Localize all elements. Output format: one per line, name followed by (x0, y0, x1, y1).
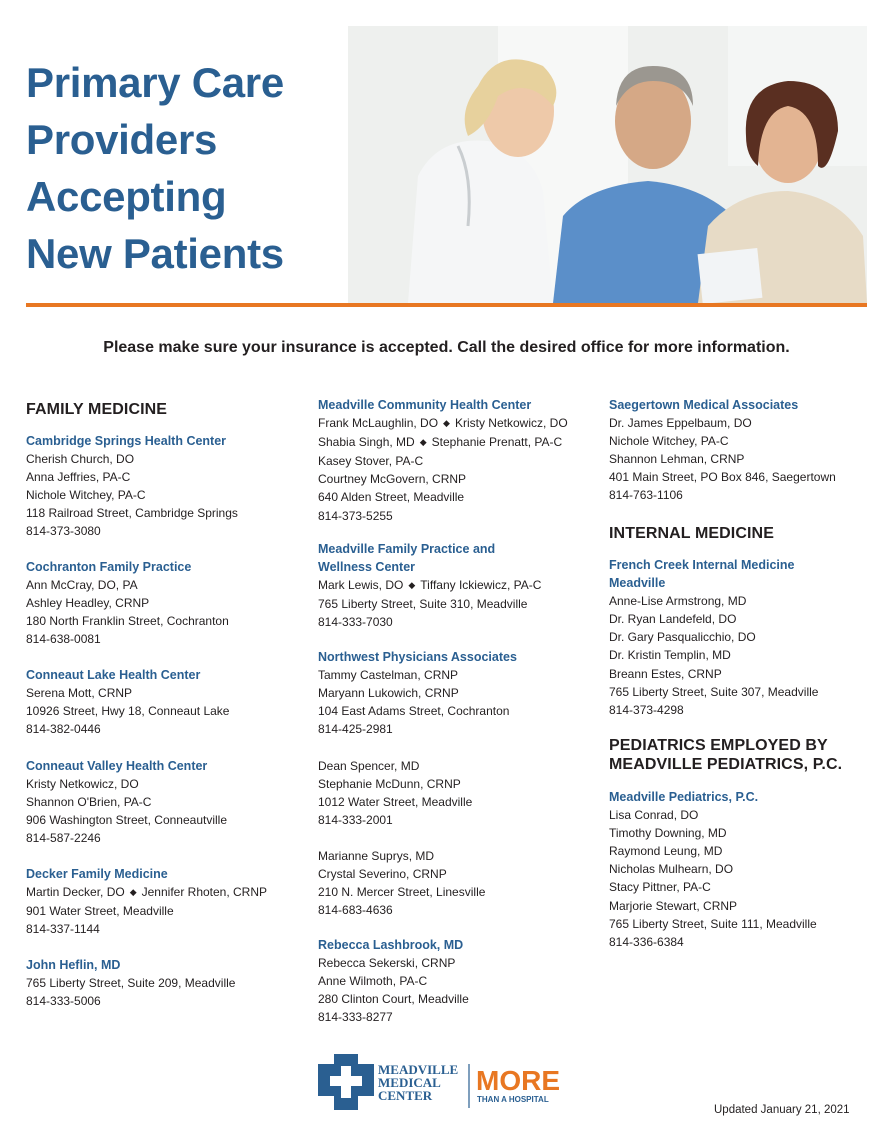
updated-date: Updated January 21, 2021 (714, 1104, 850, 1116)
address: 906 Washington Street, Conneautville (26, 813, 228, 828)
hero-illustration (348, 26, 867, 303)
title-line: Accepting (26, 173, 227, 220)
practice-name: Meadville Community Health Center (318, 398, 532, 412)
practice-name: Conneaut Lake Health Center (26, 668, 201, 682)
practice-conneaut-lake (26, 666, 229, 738)
address: 1012 Water Street, Meadville (318, 795, 473, 810)
provider-line: Shannon Lehman, CRNP (609, 452, 745, 467)
provider: Mark Lewis, DO (318, 578, 404, 593)
practice-name: Meadville Pediatrics, P.C. (609, 790, 759, 804)
phone: 814-373-4298 (609, 702, 684, 717)
diamond-separator-icon: ◆ (443, 418, 450, 429)
practice-lashbrook (318, 936, 469, 1026)
logo-line-2: MEDICAL (378, 1075, 441, 1090)
phone: 814-763-1106 (609, 488, 683, 503)
practice-french-creek (609, 556, 818, 719)
diamond-separator-icon: ◆ (419, 437, 427, 448)
address: 640 Alden Street, Meadville (318, 490, 465, 505)
provider-line: Dr. Kristin Templin, MD (609, 648, 731, 663)
practice-name: Wellness Center (318, 560, 416, 575)
practice-northwest-location-3 (318, 847, 485, 919)
practice-name: Meadville Family Practice and (318, 542, 496, 556)
provider-line: Dean Spencer, MD (318, 759, 420, 773)
practice-name: French Creek Internal Medicine (609, 558, 795, 572)
logo-line-3: CENTER (378, 1088, 433, 1103)
provider: Shabia Singh, MD (318, 435, 415, 450)
practice-saegertown (609, 396, 836, 505)
provider-pair-line (318, 414, 568, 433)
phone: 814-337-1144 (26, 922, 100, 937)
practice-northwest (318, 648, 517, 738)
practice-cambridge (26, 432, 238, 541)
provider-line: Lisa Conrad, DO (609, 808, 699, 823)
provider-line: Kristy Netkowicz, DO (26, 777, 139, 792)
address: 765 Liberty Street, Suite 209, Meadville (26, 976, 236, 991)
practice-name: Conneaut Valley Health Center (26, 759, 208, 773)
provider-line: Anna Jeffries, PA-C (26, 470, 131, 485)
logo-line-1: MEADVILLE (378, 1062, 459, 1077)
address: 104 East Adams Street, Cochranton (318, 704, 510, 719)
diamond-separator-icon: ◆ (129, 887, 137, 898)
title-line: Providers (26, 116, 218, 163)
provider-line: Anne-Lise Armstrong, MD (609, 594, 747, 609)
provider-line: Stephanie McDunn, CRNP (318, 777, 461, 792)
phone: 814-425-2981 (318, 722, 393, 737)
page-title (26, 54, 356, 282)
logo-tagline-small: THAN A HOSPITAL (477, 1095, 549, 1104)
provider: Jennifer Rhoten, CRNP (141, 885, 268, 900)
provider-line: Courtney McGovern, CRNP (318, 472, 467, 487)
provider-line: Maryann Lukowich, CRNP (318, 686, 459, 701)
provider-line: Kasey Stover, PA-C (318, 454, 424, 469)
provider: Kristy Netkowicz, DO (454, 416, 568, 431)
phone: 814-333-7030 (318, 615, 393, 630)
phone: 814-683-4636 (318, 903, 393, 918)
provider-line: Nicholas Mulhearn, DO (609, 862, 734, 877)
address: 10926 Street, Hwy 18, Conneaut Lake (26, 704, 230, 719)
title-line: New Patients (26, 230, 284, 277)
provider-line: Crystal Severino, CRNP (318, 867, 447, 882)
section-heading-line: MEADVILLE PEDIATRICS, P.C. (609, 756, 843, 773)
address: 765 Liberty Street, Suite 307, Meadville (609, 684, 819, 699)
cross-icon (318, 1054, 374, 1110)
provider-line: Ashley Headley, CRNP (26, 596, 150, 611)
provider-line: Nichole Witchey, PA-C (609, 434, 729, 449)
logo-tagline-big: MORE (476, 1065, 560, 1096)
provider-line: Timothy Downing, MD (609, 826, 727, 841)
phone: 814-587-2246 (26, 831, 101, 846)
phone: 814-333-2001 (318, 813, 393, 828)
section-heading-pediatrics (609, 736, 842, 774)
address: 765 Liberty Street, Suite 310, Meadville (318, 597, 528, 612)
practice-name: Meadville (609, 576, 666, 591)
provider-line: Anne Wilmoth, PA-C (318, 974, 428, 989)
instructions: Please make sure your insurance is accepted. Call the desired office for more information. (103, 339, 790, 356)
address: 280 Clinton Court, Meadville (318, 992, 469, 1007)
phone: 814-373-3080 (26, 524, 101, 539)
provider-line: Nichole Witchey, PA-C (26, 488, 146, 503)
hero-photo (348, 26, 867, 303)
section-heading-line: PEDIATRICS EMPLOYED BY (609, 737, 828, 754)
phone: 814-373-5255 (318, 508, 393, 523)
provider: Frank McLaughlin, DO (318, 416, 439, 431)
address: 210 N. Mercer Street, Linesville (318, 885, 486, 900)
practice-name: Cambridge Springs Health Center (26, 434, 227, 448)
provider-line: Cherish Church, DO (26, 452, 135, 467)
practice-heflin (26, 956, 235, 1010)
phone: 814-336-6384 (609, 934, 684, 949)
practice-pediatrics (609, 788, 817, 951)
provider: Martin Decker, DO (26, 885, 125, 900)
provider-line: Marjorie Stewart, CRNP (609, 898, 738, 913)
provider-pair-line (318, 433, 568, 452)
practice-name: Saegertown Medical Associates (609, 398, 799, 412)
provider-line: Breann Estes, CRNP (609, 666, 722, 681)
section-heading-internal-medicine: INTERNAL MEDICINE (609, 525, 774, 542)
diamond-separator-icon: ◆ (408, 580, 416, 591)
provider-line: Dr. Gary Pasqualicchio, DO (609, 630, 756, 645)
provider-line: Ann McCray, DO, PA (26, 578, 138, 593)
provider: Stephanie Prenatt, PA-C (431, 435, 563, 450)
phone: 814-638-0081 (26, 632, 101, 647)
practice-conneaut-valley (26, 757, 227, 847)
provider: Tiffany Ickiewicz, PA-C (420, 578, 542, 593)
address: 401 Main Street, PO Box 846, Saegertown (609, 470, 836, 485)
practice-name: Cochranton Family Practice (26, 560, 192, 574)
provider-line: Marianne Suprys, MD (318, 849, 435, 863)
provider-line: Rebecca Sekerski, CRNP (318, 956, 456, 971)
phone: 814-333-5006 (26, 994, 101, 1009)
section-heading-family-medicine: FAMILY MEDICINE (26, 401, 168, 418)
provider-line: Dr. Ryan Landefeld, DO (609, 612, 737, 627)
practice-cochranton (26, 558, 229, 648)
accent-rule (26, 303, 867, 307)
title-line: Primary Care (26, 59, 284, 106)
practice-community (318, 396, 568, 525)
practice-name: Decker Family Medicine (26, 867, 168, 881)
practice-name: Northwest Physicians Associates (318, 650, 517, 664)
practice-family-wellness (318, 540, 541, 631)
address: 901 Water Street, Meadville (26, 904, 174, 919)
provider-pair-line (318, 576, 541, 595)
meadville-medical-center-logo (316, 1052, 580, 1112)
practice-name: John Heflin, MD (26, 958, 121, 972)
practice-decker (26, 865, 267, 938)
provider-line: Tammy Castelman, CRNP (318, 668, 459, 683)
phone: 814-382-0446 (26, 722, 101, 737)
logo-graphic (316, 1052, 580, 1112)
provider-pair-line (26, 883, 267, 902)
provider-line: Raymond Leung, MD (609, 844, 723, 859)
provider-line: Stacy Pittner, PA-C (609, 880, 711, 895)
provider-line: Shannon O'Brien, PA-C (26, 795, 152, 810)
address: 765 Liberty Street, Suite 111, Meadville (609, 916, 817, 931)
address: 180 North Franklin Street, Cochranton (26, 614, 229, 629)
practice-northwest-location-2 (318, 757, 472, 829)
provider-line: Dr. James Eppelbaum, DO (609, 416, 752, 431)
address: 118 Railroad Street, Cambridge Springs (26, 506, 238, 521)
practice-name: Rebecca Lashbrook, MD (318, 938, 464, 952)
phone: 814-333-8277 (318, 1010, 393, 1025)
provider-line: Serena Mott, CRNP (26, 686, 133, 701)
